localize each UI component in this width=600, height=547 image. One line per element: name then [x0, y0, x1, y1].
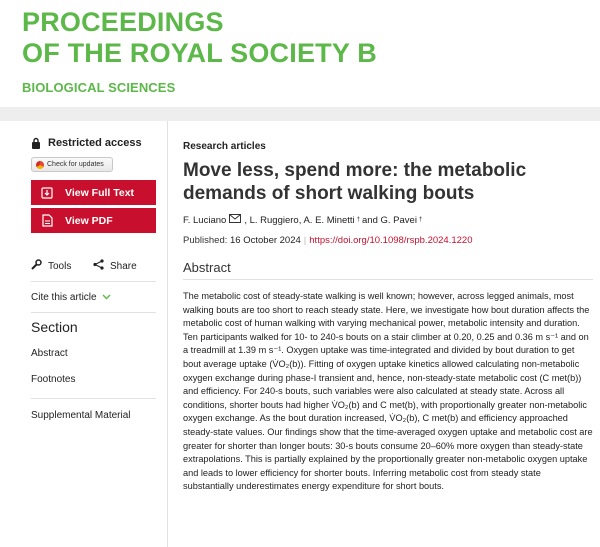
doi-link[interactable]: https://doi.org/10.1098/rspb.2024.1220: [309, 235, 473, 246]
author-link[interactable]: and G. Pavei: [362, 214, 417, 226]
crossmark-icon: [36, 161, 44, 169]
wrench-icon: [31, 259, 42, 273]
author-link[interactable]: F. Luciano: [183, 214, 227, 226]
section-heading: Section: [31, 319, 78, 335]
article-category: Research articles: [183, 141, 266, 152]
header-separator-band: [0, 107, 600, 121]
view-pdf-button[interactable]: [31, 208, 156, 233]
published-date: 16 October 2024: [227, 235, 301, 246]
access-status: [31, 137, 142, 149]
article-title: Move less, spend more: the metabolic demands of short walking bouts: [183, 160, 527, 204]
section-link-abstract[interactable]: Abstract: [31, 348, 68, 359]
section-link-supplemental[interactable]: Supplemental Material: [31, 410, 131, 421]
author-link[interactable]: , L. Ruggiero, A. E. Minetti: [244, 214, 355, 226]
sidebar-divider: [31, 398, 156, 399]
view-full-text-button[interactable]: [31, 180, 156, 205]
sidebar-divider: [31, 281, 156, 282]
check-for-updates-label: Check for updates: [47, 161, 104, 168]
download-document-icon: [31, 187, 63, 199]
envelope-icon[interactable]: [229, 214, 241, 226]
tools-label: Tools: [48, 260, 72, 272]
equal-contribution-mark: †: [418, 217, 423, 223]
journal-title-line1[interactable]: PROCEEDINGS: [22, 7, 224, 37]
share-menu[interactable]: [93, 259, 137, 273]
article-sidebar: [0, 121, 168, 547]
view-full-text-label: View Full Text: [65, 186, 135, 199]
access-status-label: Restricted access: [48, 137, 142, 149]
separator: |: [303, 235, 307, 246]
published-label: Published:: [183, 235, 228, 246]
share-icon: [93, 259, 104, 273]
abstract-heading: Abstract: [183, 260, 231, 275]
abstract-divider: [183, 279, 593, 280]
check-for-updates-button[interactable]: [31, 157, 113, 172]
lock-icon: [31, 137, 41, 149]
chevron-down-icon: [102, 292, 111, 303]
pdf-file-icon: [31, 214, 63, 227]
journal-masthead: [0, 0, 600, 107]
view-pdf-label: View PDF: [65, 214, 113, 227]
abstract-text: The metabolic cost of steady-state walking is well known; however, across legged animals, most walking bouts are too short to reach steady state. Here, we investigate how bout duration affects the metabolic cost of human walking with varying mechanical power, metabolic intensity and duration. Ten participants walked for 10- to 240-s bouts on a stair climber at 0.20, 0.25 and 0.36 m s⁻¹ and on a treadmill at 1.39 m s⁻¹. Oxygen uptake was time-integrated and divided by bout duration to get bout average uptake (V̇O₂(b)). Fitting of oxygen uptake kinetics allowed calculating non-metabolic oxygen exchange during phase-I transient and, hence, non-steady-state metabolic cost (C met(b)) and efficiency. For 240-s bouts, such variables were also calculated at steady state. Across all conditions, shorter bouts had higher V̇O₂(b) and C met(b), with proportionally greater non-metabolic oxygen exchange. As the bout duration increased, V̇O₂(b), C met(b) and efficiency approached steady-state values. Our findings show that the time-averaged oxygen uptake and metabolic cost are greater for shorter than longer bouts: 30-s bouts consume 20–60% more oxygen than steady-state extrapolations. This is partially explained by the proportionally greater non-metabolic oxygen uptake and leads to lower efficiency for shorter bouts. Inferring metabolic cost from steady state substantially underestimates energy expenditure for short bouts.: [183, 291, 593, 492]
journal-subtitle: BIOLOGICAL SCIENCES: [22, 80, 176, 95]
journal-title-line2[interactable]: OF THE ROYAL SOCIETY B: [22, 38, 377, 68]
tools-menu[interactable]: [31, 259, 71, 273]
cite-label: Cite this article: [31, 292, 97, 303]
share-label: Share: [110, 260, 137, 272]
sidebar-divider: [31, 312, 156, 313]
abstract-body: [183, 290, 593, 494]
author-list: [183, 214, 422, 226]
section-link-footnotes[interactable]: Footnotes: [31, 374, 76, 385]
equal-contribution-mark: †: [356, 217, 361, 223]
cite-this-article-toggle[interactable]: [31, 292, 111, 303]
publication-info: [183, 235, 472, 246]
